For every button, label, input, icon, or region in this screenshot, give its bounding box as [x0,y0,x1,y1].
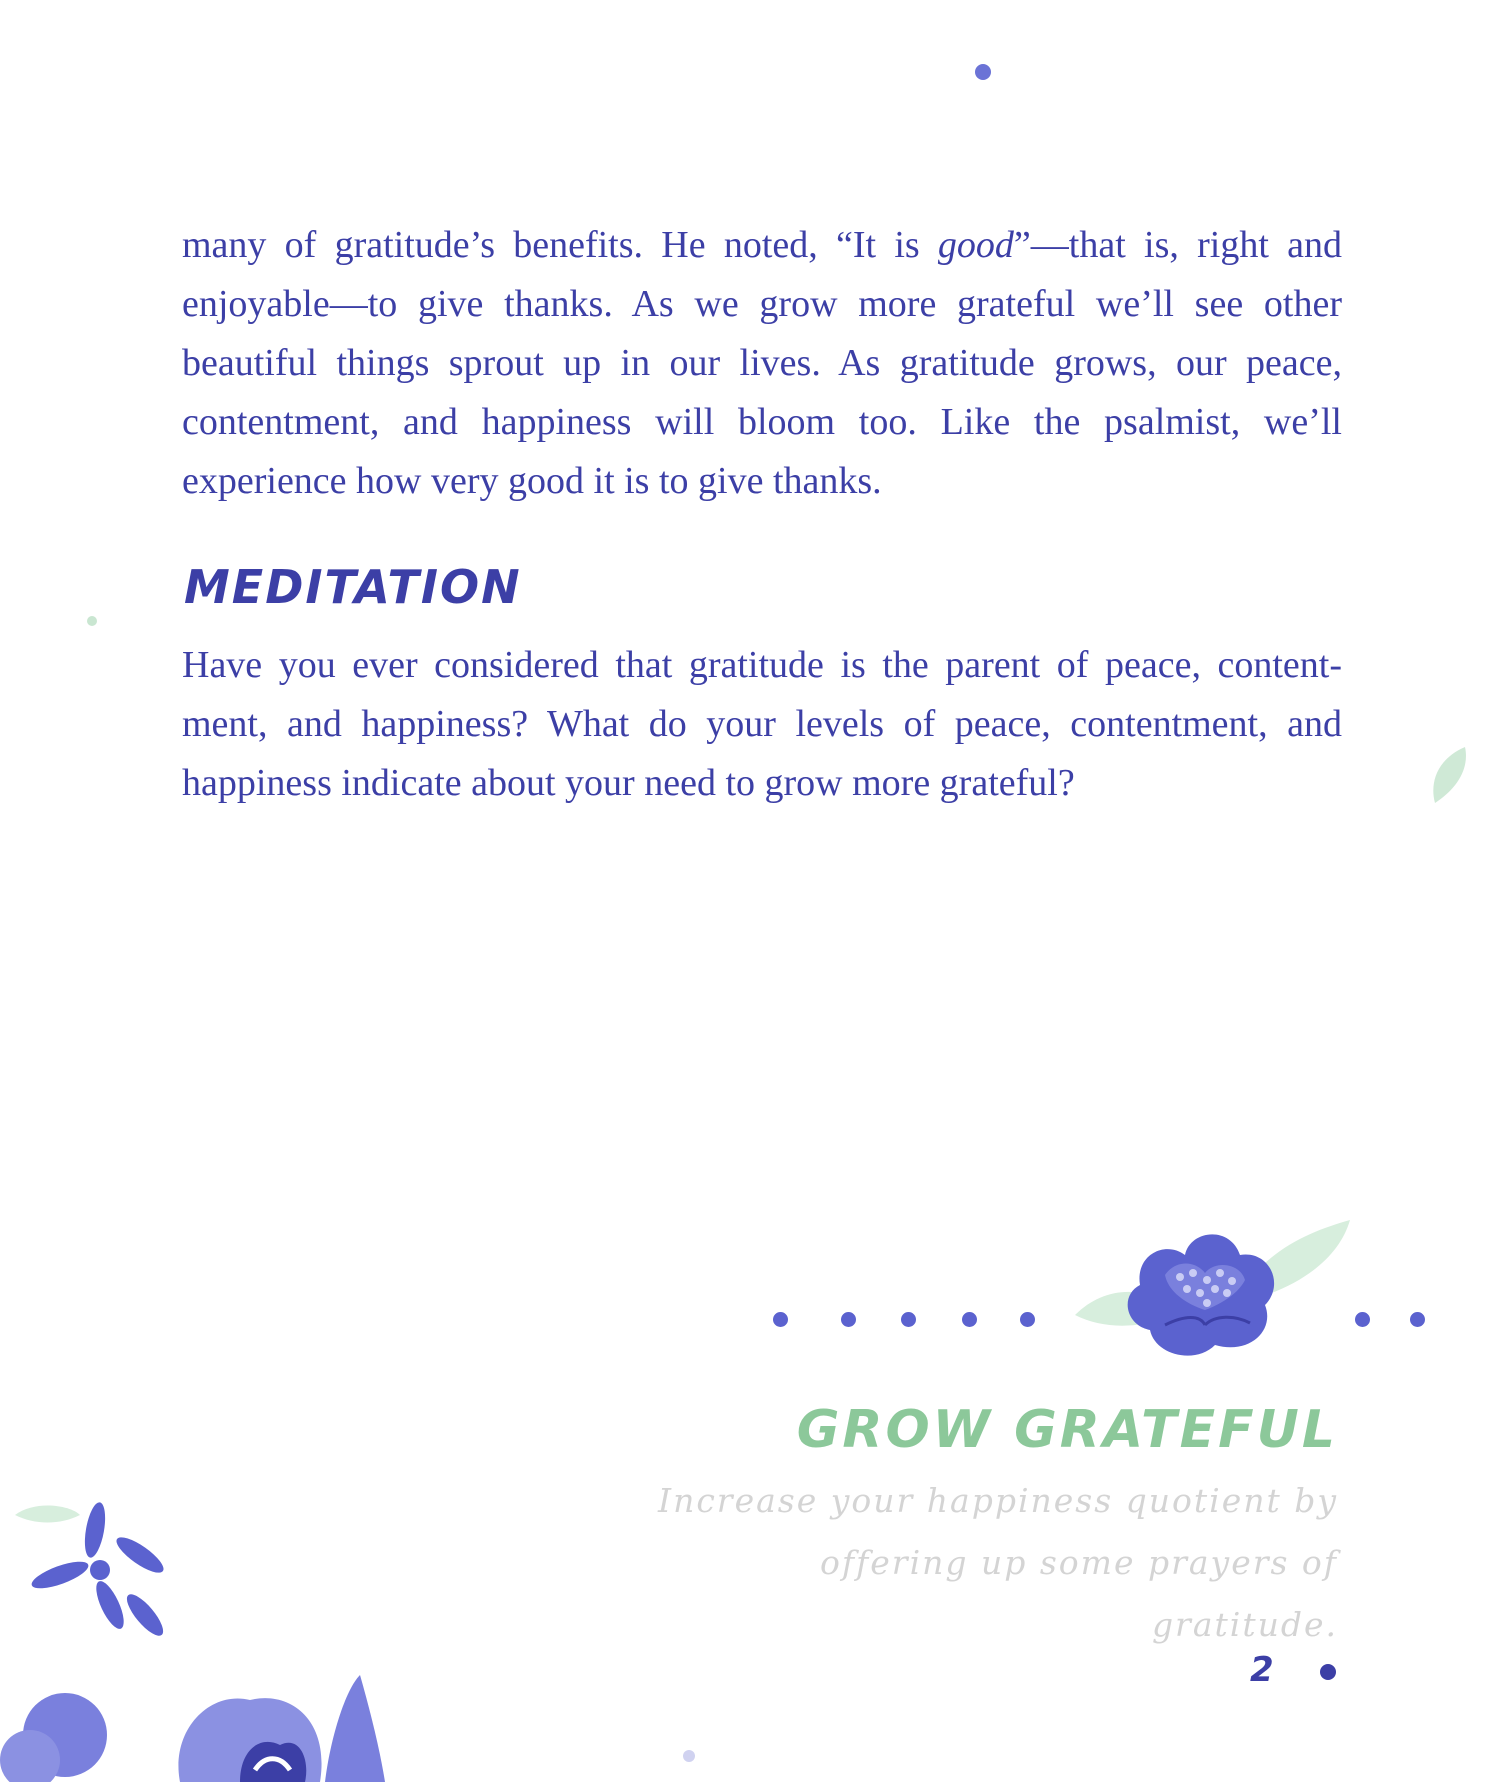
divider-dot [1410,1312,1425,1327]
decorative-dot [87,616,97,626]
divider-dot [1020,1312,1035,1327]
body-paragraph [182,216,1342,511]
text-line: ment, and happiness? What do your levels of peace, contentment, and [182,703,1342,745]
page-number: 2 [1250,1650,1274,1690]
text-line: Have you ever considered that gratitude is the parent of peace, content- [182,644,1342,686]
grow-grateful-title: GROW GRATEFUL [796,1400,1338,1460]
divider-dot [1355,1312,1370,1327]
leaf-icon [1425,745,1475,805]
divider-dot [773,1312,788,1327]
decorative-dot [975,64,991,80]
grow-grateful-tagline [638,1470,1338,1656]
flowers-illustration-icon [0,1490,420,1782]
divider-dot [962,1312,977,1327]
decorative-dot [683,1750,695,1762]
text-line: enjoyable—to give thanks. As we grow more grateful we’ll see other [182,283,1342,325]
text-line: beautiful things sprout up in our lives. As gratitude grows, our peace, [182,342,1342,384]
divider-dot [841,1312,856,1327]
tagline-line: offering up some prayers of gratitude. [819,1543,1338,1644]
text-line [182,216,1342,275]
flower-icon [1075,1215,1355,1365]
divider-dot [901,1312,916,1327]
meditation-heading: MEDITATION [184,560,522,614]
decorative-dot [1320,1664,1336,1680]
text-span: many of gratitude’s benefits. He noted, “It is [182,224,938,266]
text-line: contentment, and happiness will bloom too. Like the psalmist, we’ll [182,401,1342,443]
text-span: ”—that is, right and [1013,224,1342,266]
text-line: happiness indicate about your need to grow more grateful? [182,762,1075,804]
meditation-paragraph [182,636,1342,813]
tagline-line: Increase your happiness quotient by [658,1481,1338,1520]
italic-word: good [937,224,1014,266]
text-line: experience how very good it is to give thanks. [182,460,882,502]
